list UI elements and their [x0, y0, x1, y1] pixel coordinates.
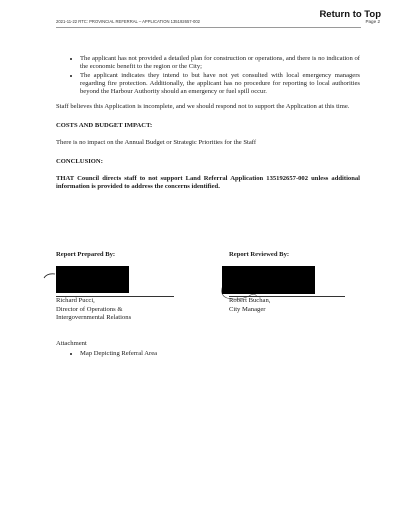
redacted-signature-2	[222, 266, 315, 294]
reviewed-by-label: Report Reviewed By:	[229, 251, 290, 258]
concerns-list	[56, 55, 360, 96]
costs-heading: COSTS AND BUDGET IMPACT:	[56, 122, 153, 129]
page-number: Page 2	[365, 19, 380, 24]
preparer-title: Intergovernmental Relations	[56, 314, 132, 321]
attachments-section	[56, 340, 157, 358]
return-to-top-link[interactable]: Return to Top	[319, 9, 381, 20]
prepared-by-label: Report Prepared By:	[56, 251, 116, 258]
attachment-label: Attachment	[56, 340, 87, 347]
list-item: • The applicant has not provided a detailed plan for construction or operations, and there is no indication of the economic benefit to the region or the City;	[80, 55, 360, 71]
preparer-title: Director of Operations &	[56, 305, 123, 313]
report-body	[56, 55, 360, 191]
reviewer-title: City Manager	[229, 305, 266, 313]
preparer-block	[56, 297, 131, 323]
list-item: • The applicant indicates they intend to but have not yet consulted with local emergency managers regarding fire protection. Additionally, the applicant has no procedure for reporting to local authorities beyond the Harbour Authority should an emergency or fuel spill occur.	[80, 72, 360, 96]
list-item: • Map Depicting Referral Area	[80, 350, 157, 359]
costs-text: There is no impact on the Annual Budget or Strategic Priorities for the Staff	[56, 139, 257, 146]
staff-statement: Staff believes this Application is incomplete, and we should respond not to support the Application at this time.	[56, 103, 350, 110]
signature-stroke	[43, 272, 57, 280]
attachment-list	[56, 350, 157, 359]
reviewer-name: Robert Buchan,	[229, 297, 271, 304]
preparer-name: Richard Pucci,	[56, 297, 95, 304]
header-divider	[56, 27, 361, 28]
conclusion-heading: CONCLUSION:	[56, 158, 103, 165]
redacted-signature-1	[56, 266, 129, 293]
running-header-title: 2021-11-22 RTC: PROVINCIAL REFERRAL – APPLICATION 135192657-002	[56, 19, 200, 24]
recommendation-text: THAT Council directs staff to not support Land Referral Application 135192657-002 unless additional information is provided to address the concerns identified.	[56, 175, 360, 190]
reviewer-block	[229, 297, 270, 314]
